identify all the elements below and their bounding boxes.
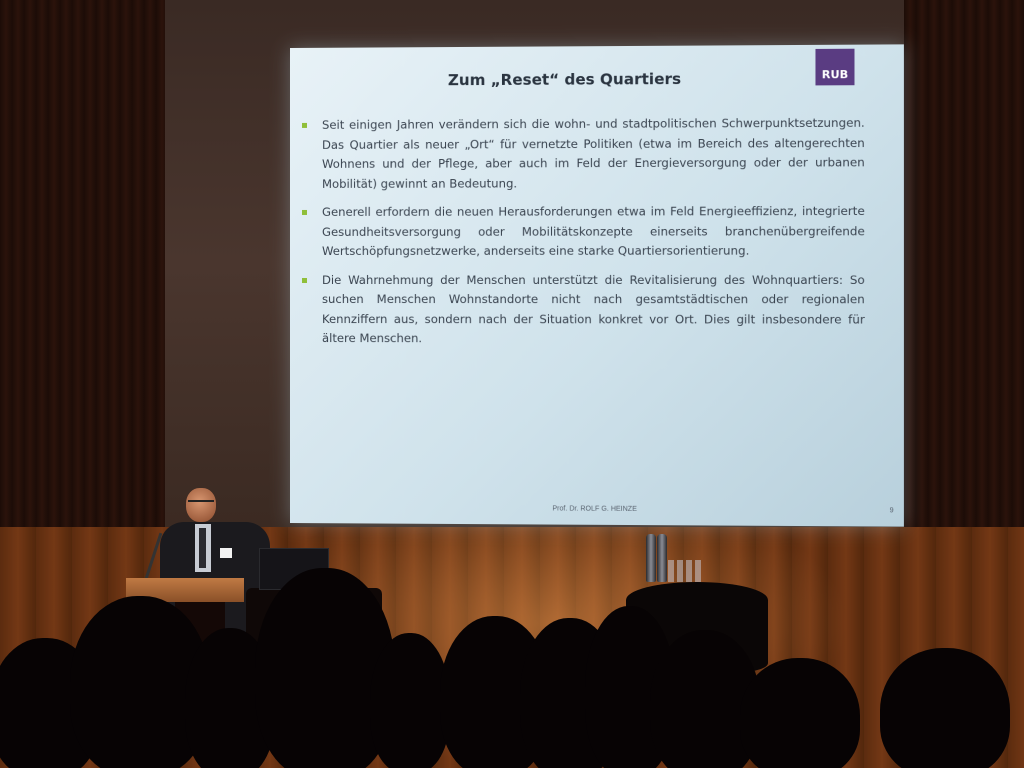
presentation-slide [290,44,904,526]
slide-title: Zum „Reset“ des Quartiers [447,69,682,90]
speaker-glasses [188,500,214,508]
slide-bullet-text: Generell erfordern die neuen Herausforderungen etwa im Feld Energieeffizienz, integrierte Gesundheitsversorgung oder Mobilitätskonzepte einerseits branchenübergreifende Wertschöpfungsnetzwerke, anderseits eine starke Quartiersorientierung. [322,203,865,258]
slide-bullet [300,114,865,194]
slide-bullet-list [300,114,865,359]
audience-head [370,633,450,768]
slide-page-number: 9 [889,507,894,515]
slide-footer-author: Prof. Dr. ROLF G. HEINZE [552,505,637,513]
slide-bullet [300,202,865,262]
rub-logo: RUB [815,49,854,86]
speaker-tie [199,528,206,568]
bullet-marker-icon [302,210,307,215]
audience-head [740,658,860,768]
slide-bullet-text: Seit einigen Jahren verändern sich die wohn- und stadtpolitischen Schwerpunktsetzungen. Das Quartier als neuer „Ort“ für vernetzte Politiken (etwa im Bereich des altengerechten Wohnens und der Pflege, aber auch im Feld der Energieversorgung oder der urbanen Mobilität) gewinnt an Bedeutung. [322,115,865,191]
bullet-marker-icon [302,277,307,282]
bullet-marker-icon [302,123,307,128]
slide-bullet [300,270,865,349]
audience-head [880,648,1010,768]
name-badge [220,548,232,558]
audience [0,568,1024,768]
slide-bullet-text: Die Wahrnehmung der Menschen unterstützt die Revitalisierung des Wohnquartiers: So suchen Menschen Wohnstandorte nicht nach gesamtstädtischen oder regionalen Kennziffern aus, sondern nach der Situation konkret vor Ort. Dies gilt insbesondere für ältere Menschen. [322,272,865,346]
